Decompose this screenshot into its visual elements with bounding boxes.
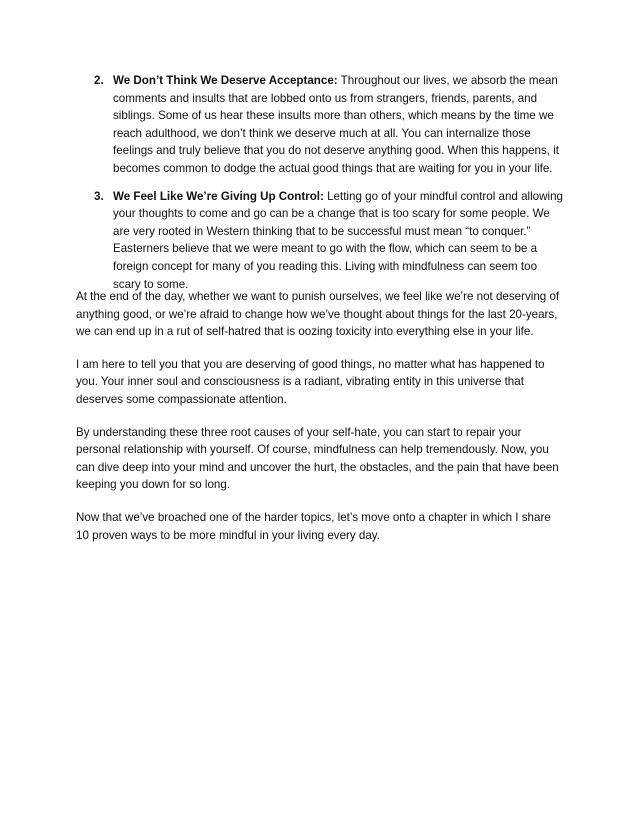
list-item-number: 2. [94,74,104,87]
list-item-heading: We Don’t Think We Deserve Acceptance: [113,74,338,87]
list-item [94,72,564,178]
paragraph: Now that we’ve broached one of the harder topics, let’s move onto a chapter in which I share 10 proven ways to be more mindful in your living every day. [76,510,551,542]
list-item-number: 3. [94,189,104,203]
list-item-body: Throughout our lives, we absorb the mean comments and insults that are lobbed onto us from strangers, friends, parents, and siblings. Some of us hear these insults more than others, which means by the time we reach adulthood, we don’t think we deserve much at all. You can internalize those feelings and truly believe that you do not deserve anything good. When this happens, it becomes common to dodge the actual good things that are waiting for you in your life. [113,74,560,175]
paragraph: I am here to tell you that you are deserving of good things, no matter what has happened to you. Your inner soul and consciousness is a radiant, vibrating entity in this universe that deserves some compassionate attention. [76,357,545,406]
paragraph: By understanding these three root causes of your self-hate, you can start to repair your personal relationship with yourself. Of course, mindfulness can help tremendously. Now, you can dive deep into your mind and uncover the hurt, the obstacles, and the pain that have been keeping you down for so long. [76,425,559,492]
paragraph: At the end of the day, whether we want to punish ourselves, we feel like we’re not deserving of anything good, or we’re afraid to change how we’ve thought about things for the last 20-years, we can end up in a rut of self-hatred that is oozing toxicity into everything else in your life. [76,290,560,339]
list-item [94,188,564,294]
body-text [76,288,564,559]
list-item-heading: We Feel Like We’re Giving Up Control: [113,189,324,203]
list-item-body: Letting go of your mindful control and allowing your thoughts to come and go can be a change that is too scary for some people. We are very rooted in Western thinking that to be successful must mean “to conquer.” Easterners believe that we were meant to go with the flow, which can seem to be a foreign concept for many of you reading this. Living with mindfulness can seem too scary to some. [113,189,563,291]
numbered-list [94,72,564,303]
